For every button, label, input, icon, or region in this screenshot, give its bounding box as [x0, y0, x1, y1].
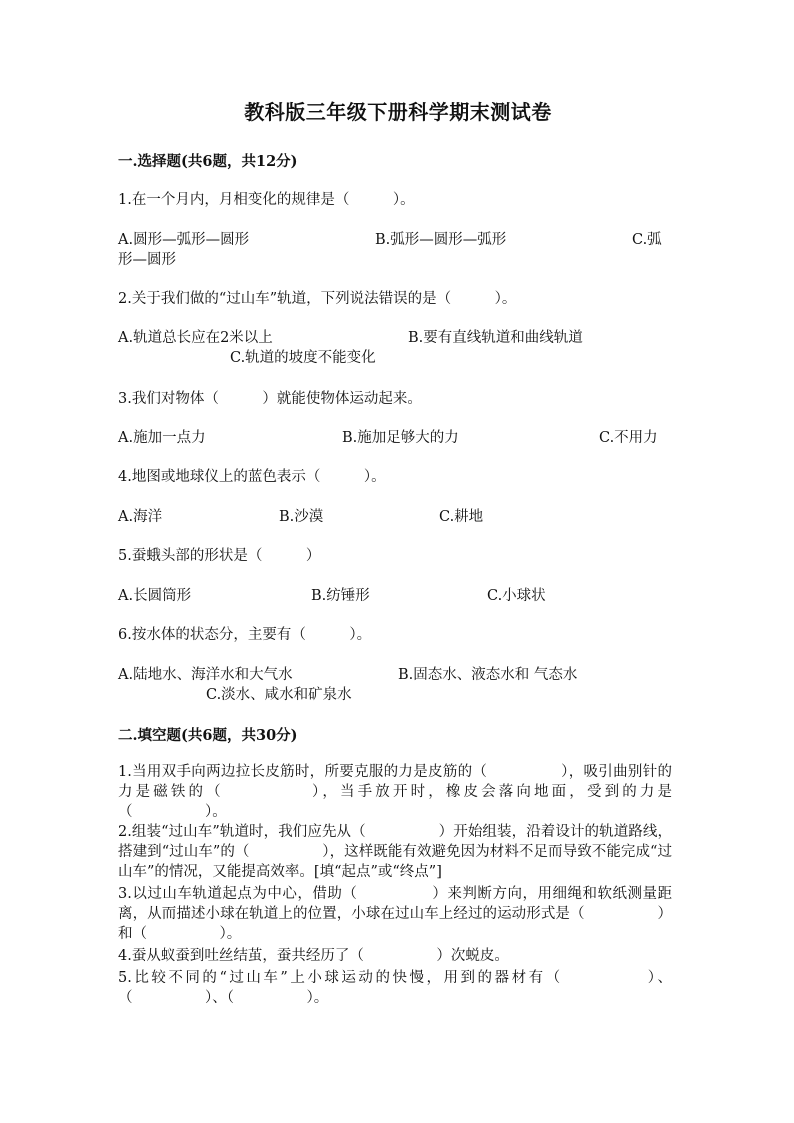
question-stem: 3.我们对物体（ ）就能使物体运动起来。 [118, 391, 422, 407]
option-b: B.沙漠 [279, 509, 324, 525]
section-heading-choice: 一.选择题(共6题，共12分) [118, 153, 298, 170]
option-c: C.小球状 [487, 588, 546, 604]
option-a: A.施加一点力 [118, 430, 206, 446]
option-b: B.纺锤形 [311, 588, 370, 604]
option-c-continued: 形—圆形 [118, 252, 176, 268]
exam-page [118, 0, 678, 1123]
option-a: A.海洋 [118, 509, 163, 525]
option-a: A.陆地水、海洋水和大气水 [118, 667, 293, 683]
option-b: B.弧形—圆形—弧形 [375, 232, 507, 248]
option-c: C.轨道的坡度不能变化 [230, 350, 376, 366]
section-heading-fill-blank: 二.填空题(共6题，共30分) [118, 727, 298, 744]
question-stem: 6.按水体的状态分，主要有（ ）。 [118, 627, 372, 643]
fill-blank-item: 3.以过山车轨道起点为中心，借助（ ）来判断方向，用细绳和软纸测量距离，从而描述小球在轨道上的位置，小球在过山车上经过的运动形式是（ ）和（ ）。 [118, 886, 672, 942]
question-stem: 1.在一个月内，月相变化的规律是（ ）。 [118, 192, 415, 208]
option-b: B.固态水、液态水和 气态水 [398, 667, 578, 683]
question-stem: 2.关于我们做的“过山车”轨道，下列说法错误的是（ ）。 [118, 291, 517, 307]
option-c: C.弧 [632, 232, 662, 248]
fill-blank-item: 5.比较不同的“过山车”上小球运动的快慢，用到的器材有（ ）、（ ）、（ ）。 [118, 970, 672, 1006]
option-c: C.不用力 [599, 430, 658, 446]
option-c: C.淡水、咸水和矿泉水 [206, 687, 352, 703]
fill-blank-item: 4.蚕从蚁蚕到吐丝结茧，蚕共经历了（ ）次蜕皮。 [118, 948, 509, 964]
question-stem: 5.蚕蛾头部的形状是（ ） [118, 548, 321, 564]
page-title: 教科版三年级下册科学期末测试卷 [244, 100, 552, 124]
option-a: A.轨道总长应在2米以上 [118, 330, 273, 346]
option-a: A.长圆筒形 [118, 588, 192, 604]
question-stem: 4.地图或地球仪上的蓝色表示（ ）。 [118, 469, 386, 485]
option-b: B.施加足够大的力 [342, 430, 459, 446]
fill-blank-item: 1.当用双手向两边拉长皮筋时，所要克服的力是皮筋的（ ），吸引曲别针的力是磁铁的（ ），当手放开时，橡皮会落向地面，受到的力是（ ）。 [118, 764, 672, 820]
fill-blank-item: 2.组装“过山车”轨道时，我们应先从（ ）开始组装，沿着设计的轨道路线，搭建到“过山车”的（ ），这样既能有效避免因为材料不足而导致不能完成“过山车”的情况，又能提高效率。[填“起点”或“终点”] [118, 824, 672, 880]
option-b: B.要有直线轨道和曲线轨道 [408, 330, 583, 346]
option-c: C.耕地 [439, 509, 484, 525]
option-a: A.圆形—弧形—圆形 [118, 232, 250, 248]
